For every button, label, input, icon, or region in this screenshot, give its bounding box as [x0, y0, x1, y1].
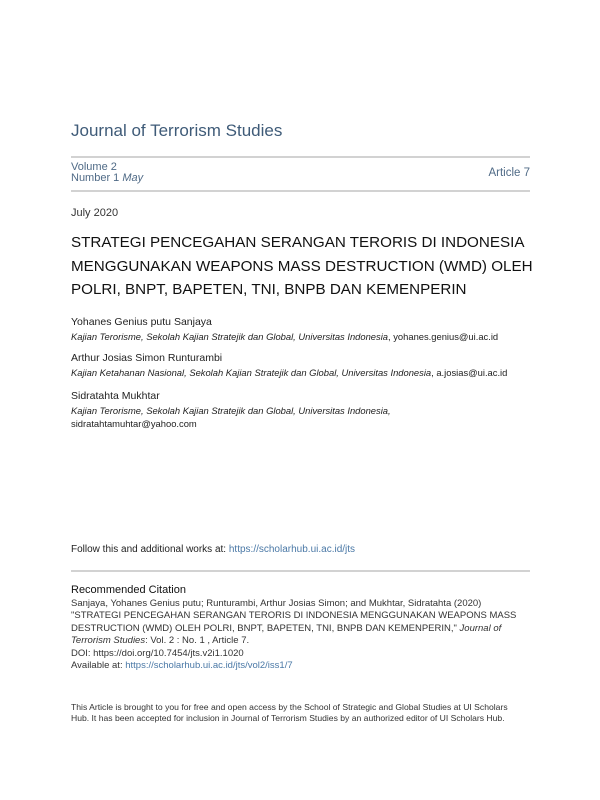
article-title	[71, 231, 541, 302]
follow-label: Follow this and additional works at:	[71, 544, 227, 555]
month-label: May	[122, 172, 144, 184]
notice-line: This Article is brought to you for free and open access by the School of Strategic and Global Studies at UI Scholars	[71, 702, 508, 712]
number-label: Number 1	[71, 172, 120, 184]
citation-text: DESTRUCTION (WMD) OLEH POLRI, BNPT, BAPETEN, TNI, BNPB DAN KEMENPERIN,"	[71, 622, 457, 634]
number-line	[71, 173, 143, 184]
publication-date: July 2020	[71, 207, 119, 219]
journal-title[interactable]: Journal of Terrorism Studies	[71, 121, 283, 140]
notice-line: Hub. It has been accepted for inclusion in Journal of Terrorism Studies by an authorized editor of UI Scholars Hub.	[71, 713, 505, 724]
author-email: a.josias@ui.ac.id	[436, 367, 508, 378]
title-line: MENGGUNAKAN WEAPONS MASS DESTRUCTION (WMD) OLEH	[71, 257, 533, 275]
affiliation-separator: ,	[431, 367, 437, 378]
available-label: Available at:	[71, 660, 123, 672]
citation-line: Sanjaya, Yohanes Genius putu; Runturambi, Arthur Josias Simon; and Mukhtar, Sidratahta (2020)	[71, 598, 482, 609]
author-name: Sidratahta Mukhtar	[71, 390, 160, 402]
citation-line: "STRATEGI PENCEGAHAN SERANGAN TERORIS DI INDONESIA MENGGUNAKAN WEAPONS MASS	[71, 610, 517, 622]
citation-doi[interactable]: DOI: https://doi.org/10.7454/jts.v2i1.1020	[71, 647, 244, 659]
citation-available	[71, 660, 541, 672]
affiliation-separator: ,	[388, 331, 394, 342]
follow-line	[71, 544, 355, 555]
volume-label: Volume 2	[71, 161, 117, 173]
author-affiliation	[71, 330, 498, 343]
citation-line	[71, 635, 541, 647]
citation-volume: : Vol. 2 : No. 1 , Article 7.	[145, 635, 250, 647]
follow-link[interactable]: https://scholarhub.ui.ac.id/jts	[228, 544, 356, 555]
title-line: POLRI, BNPT, BAPETEN, TNI, BNPB DAN KEMENPERIN	[71, 281, 467, 298]
author-affiliation	[71, 404, 391, 430]
citation-line	[71, 623, 541, 635]
affiliation-text: Kajian Terorisme, Sekolah Kajian Stratejik dan Global, Universitas Indonesia,	[71, 405, 391, 416]
citation-journal: Journal of	[459, 622, 502, 634]
header-rule-bottom	[71, 190, 530, 192]
available-link[interactable]: https://scholarhub.ui.ac.id/jts/vol2/iss1/7	[125, 660, 293, 672]
author-affiliation	[71, 366, 507, 379]
author-email: yohanes.genius@ui.ac.id	[393, 331, 499, 342]
open-access-notice	[71, 702, 541, 725]
affiliation-text: Kajian Ketahanan Nasional, Sekolah Kajian Stratejik dan Global, Universitas Indonesia	[71, 367, 432, 378]
affiliation-text: Kajian Terorisme, Sekolah Kajian Stratejik dan Global, Universitas Indonesia	[71, 331, 389, 342]
article-number[interactable]: Article 7	[488, 167, 530, 179]
recommended-citation-heading: Recommended Citation	[71, 584, 186, 596]
citation-rule	[71, 570, 530, 572]
author-name: Arthur Josias Simon Runturambi	[71, 352, 223, 364]
citation-journal: Terrorism Studies	[71, 635, 146, 647]
title-line: STRATEGI PENCEGAHAN SERANGAN TERORIS DI INDONESIA	[71, 234, 525, 251]
header-rule-top	[71, 156, 530, 158]
citation-block	[71, 598, 541, 672]
author-name: Yohanes Genius putu Sanjaya	[71, 316, 212, 328]
volume-info[interactable]	[71, 162, 143, 184]
author-email: sidratahtamuhtar@yahoo.com	[71, 418, 197, 429]
